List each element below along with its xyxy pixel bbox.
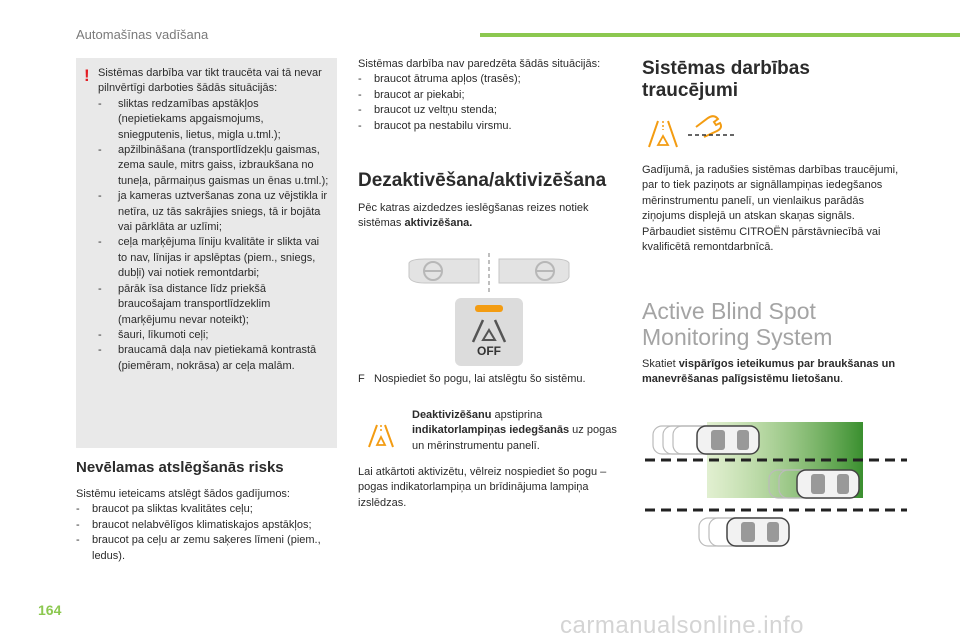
page-number: 164 xyxy=(38,602,62,618)
list-item: - sliktas redzamības apstākļos (nepietiekams apgaismojums, sniegputenis, lietus, migla u.tml.); xyxy=(98,97,281,141)
lane-keeping-icon xyxy=(469,316,509,344)
not-designed-intro: Sistēmas darbība nav paredzēta šādās situācijās: xyxy=(358,58,601,70)
blind-spot-text: Skatiet vispārīgos ieteikumus par braukšanas un manevrēšanas palīgsistēmu lietošanu. xyxy=(642,358,896,386)
unwanted-intro: Sistēmu ieteicams atslēgt šādos gadījumos: xyxy=(76,488,290,500)
deactivation-intro: Pēc katras aizdedzes ieslēgšanas reizes notiek sistēmas aktivizēšana. xyxy=(358,202,589,230)
list-item: - ja kameras uztveršanas zona uz vējstikla ir netīra, uz tās sakrājies sniegs, tā ir bojāta vai pārklāta ar uzlīmi; xyxy=(98,190,328,234)
mirror-icon xyxy=(405,253,573,293)
deactivation-instruction: F Nospiediet šo pogu, lai atslēgtu šo sistēmu. xyxy=(358,372,620,387)
unwanted-title: Nevēlamas atslēgšanās risks xyxy=(76,459,284,476)
list-item: - braucot pa sliktas kvalitātes ceļu; xyxy=(76,503,253,516)
list-item: - braucot uz veltņu stenda; xyxy=(358,104,497,117)
malfunction-text: Gadījumā, ja radušies sistēmas darbības traucējumi, par to tiek paziņots ar signāllampiņas iedegšanos mērinstrumentu panelī, un vienlaikus parādās ziņojums displejā un atskan skaņas signāls. Pārbaudiet sistēmu CITROËN pārstāvniecībā vai kvalificētā remontdarbnīcā. xyxy=(642,164,899,254)
off-label: OFF xyxy=(477,344,501,358)
warning-intro: Sistēmas darbība var tikt traucēta vai tā nevar pilnvērtīgi darboties šādās situācijās: xyxy=(98,67,322,95)
list-item: - braucot nelabvēlīgos klimatiskajos apstākļos; xyxy=(76,518,312,531)
warning-text xyxy=(98,66,330,374)
list-item: - ceļa marķējuma līniju kvalitāte ir slikta vai to nav, līnijas ir apslēptas (piem., sniegs, dubļi) vai notiek remontdarbi; xyxy=(98,236,320,280)
list-item: - braucot ātruma apļos (trasēs); xyxy=(358,73,521,86)
button-indicator-light xyxy=(475,305,503,312)
malfunction-icon xyxy=(646,113,738,149)
list-item: - braucot ar piekabi; xyxy=(358,88,465,101)
blind-spot-scene-icon xyxy=(645,418,907,556)
list-item: - braucot pa ceļu ar zemu saķeres līmeni (piem., ledus). xyxy=(76,534,321,562)
list-item: - apžilbināšana (transportlīdzekļu gaismas, zema saule, mitrs gaiss, izbraukšana no tuneļa, pārmaiņus gaismas un ēnas u.tml.); xyxy=(98,144,329,187)
warning-exclamation-icon: ! xyxy=(84,66,90,85)
list-item: - šauri, līkumoti ceļi; xyxy=(98,328,209,341)
warning-list xyxy=(98,97,330,374)
header-title: Automašīnas vadīšana xyxy=(76,27,209,42)
unwanted-section xyxy=(76,487,338,564)
deactivation-title: Dezaktivēšana/aktivizēšana xyxy=(358,170,607,191)
lane-off-button[interactable] xyxy=(455,298,523,366)
list-item: - braucot pa nestabilu virsmu. xyxy=(358,119,512,132)
watermark: carmanualsonline.info xyxy=(560,612,804,639)
lane-keeping-icon xyxy=(366,420,396,450)
reactivate-text: Lai atkārtoti aktivizētu, vēlreiz nospiediet šo pogu – pogas indikatorlampiņa un brīdinājuma lampiņa izslēdzas. xyxy=(358,466,607,509)
blind-spot-title: Active Blind Spot Monitoring System xyxy=(642,298,833,350)
deactivation-confirm: Deaktivizēšanu apstiprina indikatorlampiņas iedegšanās uz pogas un mērinstrumentu panelī. xyxy=(412,409,617,452)
list-item: - pārāk īsa distance līdz priekšā braucošajam transportlīdzeklim (marķējumu nevar noteikt); xyxy=(98,282,271,326)
not-designed-section xyxy=(358,57,620,134)
instruction-marker: F xyxy=(358,373,365,385)
header-accent-bar xyxy=(480,33,960,37)
malfunction-title: Sistēmas darbības traucējumi xyxy=(642,58,810,101)
list-item: - braucamā daļa nav pietiekamā kontrastā (piemēram, nokrāsa) ar ceļa malām. xyxy=(98,344,317,372)
